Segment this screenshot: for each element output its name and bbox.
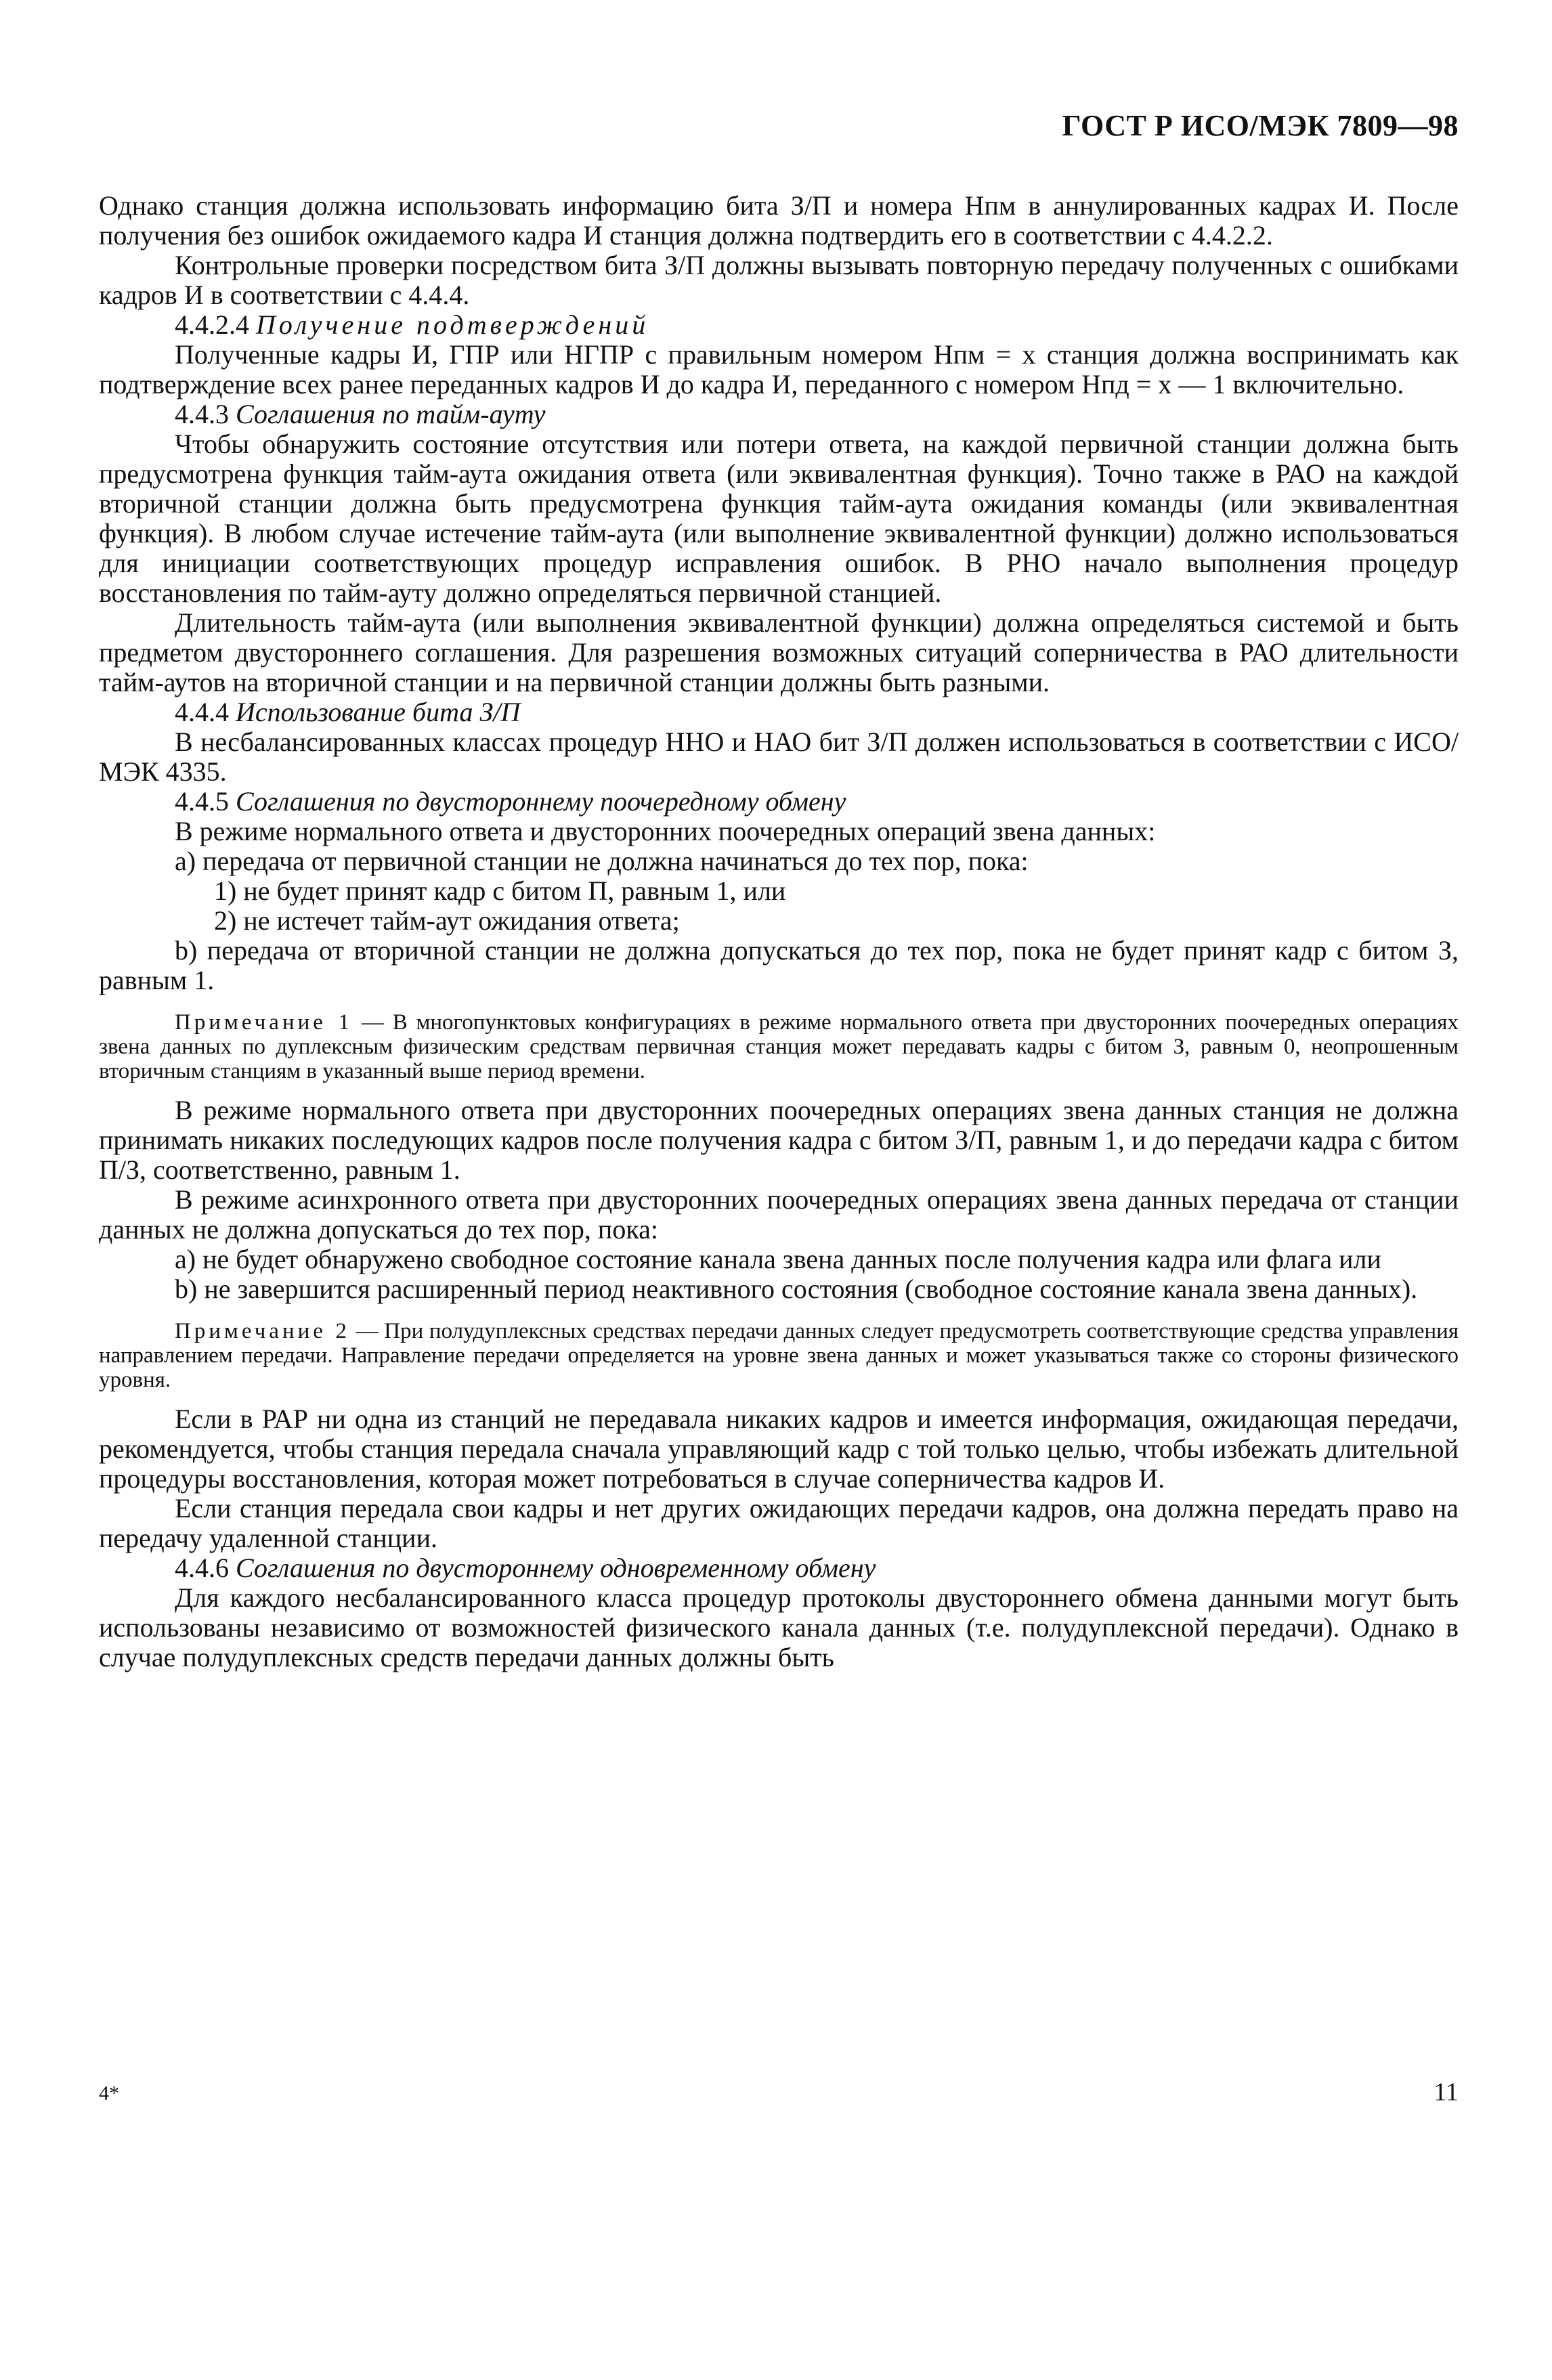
paragraph: В режиме нормального ответа и двусторонних поочередных операций звена данных: [175,816,1156,846]
page-number: 11 [1434,2078,1459,2106]
section-title: Соглашения по двустороннему одновременному обмену [236,1553,876,1583]
list-item: 2) не истечет тайм-аут ожидания ответа; [214,905,680,936]
section-number: 4.4.3 [175,399,229,429]
paragraph: Длительность тайм-аута (или выполнения эквивалентной функции) должна определяться системой и быть предметом двустороннего соглашения. Для разрешения возможных ситуаций соперничества в РАО длительности тайм-аутов на вторичной станции и на первичной станции должны быть разными. [99,607,1459,697]
note-2 [99,1319,1459,1392]
paragraph: Контрольные проверки посредством бита З/П должны вызывать повторную передачу полученных с ошибками кадров И в соответствии с 4.4.4. [99,250,1459,310]
note-1 [99,1010,1459,1083]
list-item: b) передача от вторичной станции не должна допускаться до тех пор, пока не будет принят кадр с битом З, равным 1. [99,935,1459,995]
paragraph: Однако станция должна использовать информацию бита З/П и номера Нпм в аннулированных кадрах И. После получения без ошибок ожидаемого кадра И станция должна подтвердить его в соответствии с 4.4.2.2. [99,190,1459,251]
paragraph: Если в РАР ни одна из станций не передавала никаких кадров и имеется информация, ожидающая передачи, рекомендуется, чтобы станция передала сначала управляющий кадр с той только целью, чтобы избежать длительной процедуры восстановления, которая может потребоваться в случае соперничества кадров И. [99,1404,1459,1494]
list-item: 1) не будет принят кадр с битом П, равным 1, или [214,875,786,906]
paragraph: Для каждого несбалансированного класса процедур протоколы двустороннего обмена данными могут быть использованы независимо от возможностей физического канала данных (т.е. полудуплексной передачи). Однако в случае полудуплексных средств передачи данных должны быть [99,1582,1459,1672]
section-heading-4-4-4 [99,697,1459,727]
section-title: Использование бита З/П [236,697,521,727]
note-text: — В многопунктовых конфигурациях в режиме нормального ответа при двусторонних поочередных операциях звена данных по дуплексным физическим средствам первичная станция может передавать кадры с битом З, равным 0, неопрошенным вторичным станциям в указанный выше период времени. [99,1010,1459,1083]
paragraph: Чтобы обнаружить состояние отсутствия или потери ответа, на каждой первичной станции должна быть предусмотрена функция тайм-аута ожидания ответа (или эквивалентная функция). Точно также в РАО на каждой вторичной станции должна быть предусмотрена функция тайм-аута ожидания команды (или эквивалентная функция). В любом случае истечение тайм-аута (или выполнение эквивалентной функции) должно использоваться для инициации соответствующих процедур исправления ошибок. В РНО начало выполнения процедур восстановления по тайм-ауту должно определяться первичной станцией. [99,429,1459,608]
list-item: а) передача от первичной станции не должна начинаться до тех пор, пока: [175,846,1029,876]
document-body [99,191,1459,1672]
section-heading-4-4-5 [99,787,1459,817]
note-label: Примечание 1 [175,1010,353,1035]
paragraph: Если станция передала свои кадры и нет других ожидающих передачи кадров, она должна передать право на передачу удаленной станции. [99,1493,1459,1553]
paragraph: В режиме нормального ответа при двусторонних поочередных операциях звена данных станция не должна принимать никаких последующих кадров после получения кадра с битом З/П, равным 1, и до передачи кадра с битом П/З, соответственно, равным 1. [99,1095,1459,1185]
section-number: 4.4.5 [175,786,229,817]
document-header: ГОСТ Р ИСО/МЭК 7809—98 [1062,109,1459,142]
section-heading-4-4-2-4 [99,310,1459,340]
section-title: Соглашения по двустороннему поочередному обмену [236,786,846,817]
signature-mark: 4* [99,2082,119,2104]
section-number: 4.4.6 [175,1553,229,1583]
section-number: 4.4.2.4 [175,309,249,340]
list-item: а) не будет обнаружено свободное состояние канала звена данных после получения кадра или флага или [175,1244,1381,1274]
section-heading-4-4-3 [99,399,1459,429]
section-number: 4.4.4 [175,697,229,727]
section-title: Соглашения по тайм-ауту [236,399,546,429]
note-label: Примечание 2 [175,1319,351,1343]
list-item: b) не завершится расширенный период неактивного состояния (свободное состояние канала звена данных). [175,1274,1418,1304]
paragraph: В несбалансированных классах процедур ННО и НАО бит З/П должен использоваться в соответствии с ИСО/МЭК 4335. [99,727,1459,787]
paragraph: Полученные кадры И, ГПР или НГПР с правильным номером Нпм = х станция должна воспринимать как подтверждение всех ранее переданных кадров И до кадра И, переданного с номером Нпд = х — 1 включительно. [99,339,1459,399]
note-text: — При полудуплексных средствах передачи данных следует предусмотреть соответствующие средства управления направлением передачи. Направление передачи определяется на уровне звена данных и может указываться также со стороны физического уровня. [99,1319,1459,1392]
section-title: Получение подтверждений [256,309,649,340]
section-heading-4-4-6 [99,1553,1459,1583]
paragraph: В режиме асинхронного ответа при двусторонних поочередных операциях звена данных передача от станции данных не должна допускаться до тех пор, пока: [99,1184,1459,1245]
